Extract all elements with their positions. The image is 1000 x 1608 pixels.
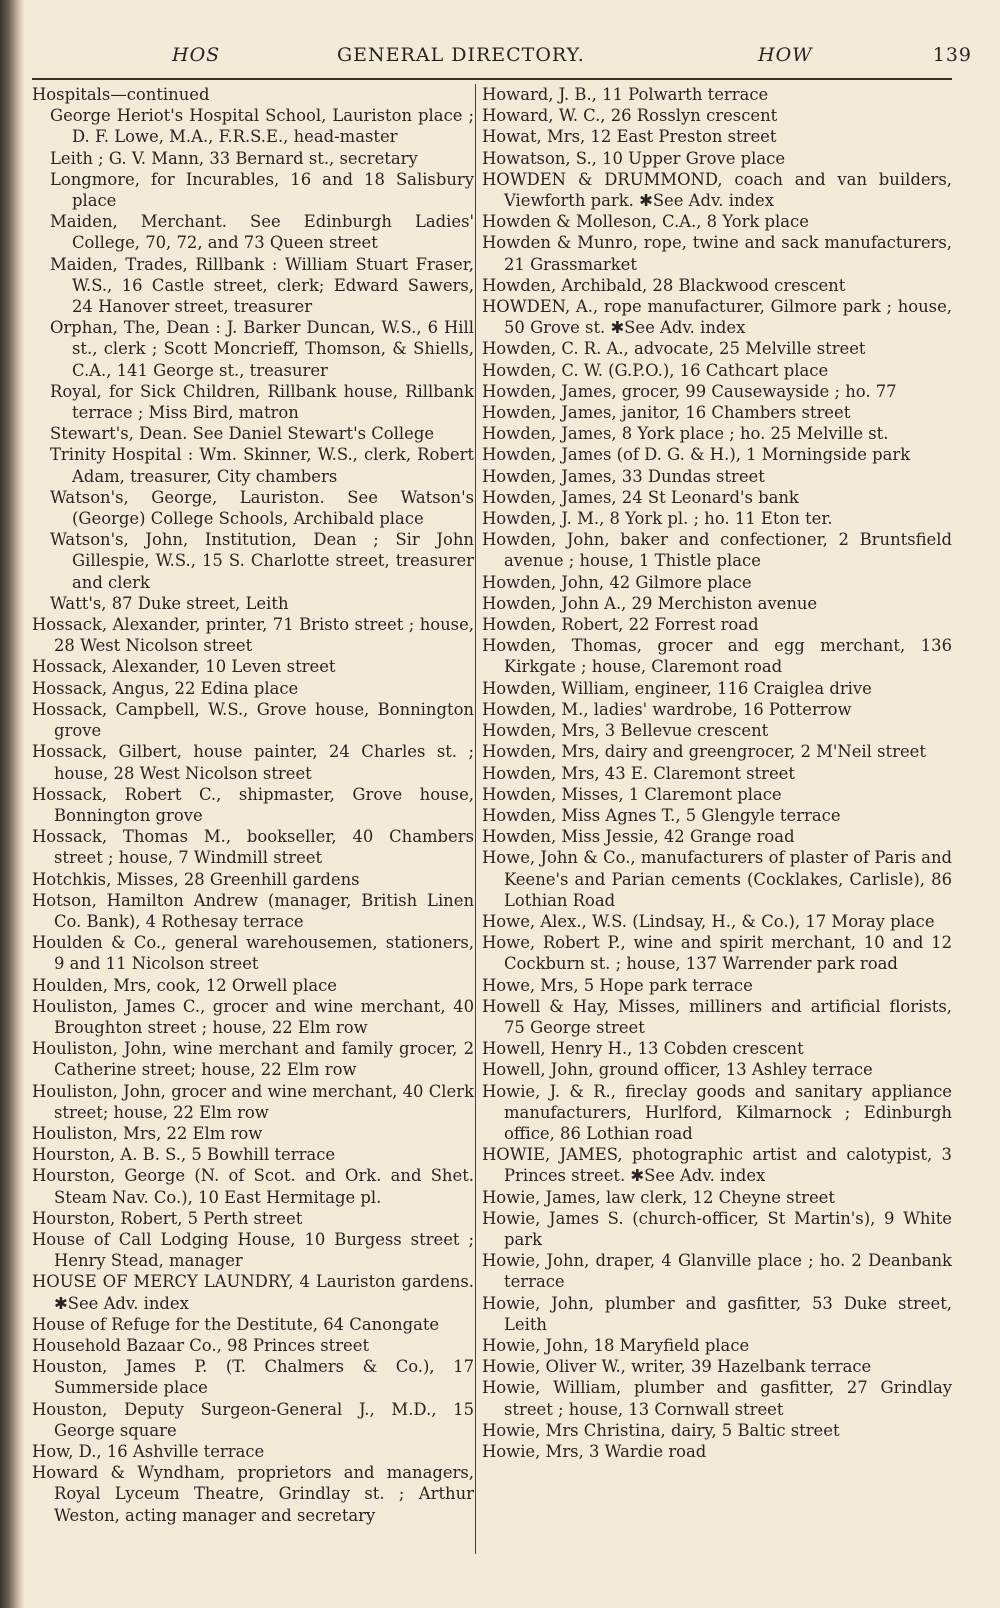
directory-entry: George Heriot's Hospital School, Lauriston place ; D. F. Lowe, M.A., F.R.S.E., head-master — [50, 106, 474, 147]
directory-entry: Howatson, S., 10 Upper Grove place — [482, 148, 786, 168]
directory-entry: Howe, Robert P., wine and spirit merchant, 10 and 12 Cockburn st. ; house, 137 Warrender park road — [482, 933, 952, 974]
directory-entry: Howden, Mrs, 43 E. Claremont street — [482, 763, 795, 783]
directory-entry: Houston, James P. (T. Chalmers & Co.), 17 Summerside place — [32, 1357, 474, 1398]
directory-entry: Howden, Miss Jessie, 42 Grange road — [482, 827, 795, 847]
directory-entry: Houston, Deputy Surgeon-General J., M.D., 15 George square — [32, 1399, 474, 1440]
directory-entry: Howden, Mrs, dairy and greengrocer, 2 M'Neil street — [482, 742, 926, 762]
directory-entry: Howie, James, law clerk, 12 Cheyne street — [482, 1187, 835, 1207]
directory-entry: Howden, John A., 29 Merchiston avenue — [482, 593, 818, 613]
directory-entry: Howie, Oliver W., writer, 39 Hazelbank terrace — [482, 1357, 872, 1377]
page-number: 139 — [932, 44, 972, 66]
directory-entry: Howell & Hay, Misses, milliners and artificial florists, 75 George street — [482, 996, 952, 1037]
directory-entry: Howden, C. R. A., advocate, 25 Melville street — [482, 339, 866, 359]
directory-entry: Howden, Mrs, 3 Bellevue crescent — [482, 721, 769, 741]
directory-entry: Howden, James, 33 Dundas street — [482, 466, 765, 486]
directory-entry: Howell, Henry H., 13 Cobden crescent — [482, 1039, 804, 1059]
directory-entry: Houlden, Mrs, cook, 12 Orwell place — [32, 975, 337, 995]
directory-entry: Hotchkis, Misses, 28 Greenhill gardens — [32, 869, 360, 889]
directory-entry: Leith ; G. V. Mann, 33 Bernard st., secretary — [50, 148, 418, 168]
directory-entry: Watt's, 87 Duke street, Leith — [50, 593, 289, 613]
book-binding-shadow — [0, 0, 24, 1608]
directory-entry: Maiden, Merchant. See Edinburgh Ladies' College, 70, 72, and 73 Queen street — [50, 212, 474, 253]
directory-entry: Hourston, Robert, 5 Perth street — [32, 1208, 303, 1228]
directory-entry: Howie, Mrs Christina, dairy, 5 Baltic street — [482, 1420, 840, 1440]
directory-entry: Watson's, George, Lauriston. See Watson's (George) College Schools, Archibald place — [50, 487, 474, 529]
directory-entry: Howden, Thomas, grocer and egg merchant, 136 Kirkgate ; house, Claremont road — [482, 636, 952, 677]
directory-entry: HOWDEN & DRUMMOND, coach and van builders, Viewforth park. ✱See Adv. index — [482, 169, 952, 211]
directory-entry: Howe, John & Co., manufacturers of plaster of Paris and Keene's and Parian cements (Cocklakes, Carlisle), 86 Lothian Road — [482, 848, 952, 910]
directory-entry: Howden, John, 42 Gilmore place — [482, 572, 752, 592]
directory-entry: House of Refuge for the Destitute, 64 Canongate — [32, 1314, 440, 1334]
directory-entry: Howden, James, janitor, 16 Chambers street — [482, 403, 851, 423]
directory-entry: Maiden, Trades, Rillbank : William Stuart Fraser, W.S., 16 Castle street, clerk; Edward Sawers, 24 Hanover street, treasurer — [50, 254, 474, 317]
directory-entry: Hourston, A. B. S., 5 Bowhill terrace — [32, 1145, 336, 1165]
directory-page — [24, 0, 1000, 1608]
directory-entry: Howard, J. B., 11 Polwarth terrace — [482, 85, 769, 104]
directory-entry: Longmore, for Incurables, 16 and 18 Salisbury place — [50, 169, 474, 211]
directory-entry: Household Bazaar Co., 98 Princes street — [32, 1335, 370, 1355]
directory-entry: Howard & Wyndham, proprietors and managers, Royal Lyceum Theatre, Grindlay st. ; Arthur Weston, acting manager and secretary — [32, 1463, 474, 1525]
directory-entry: Hossack, Angus, 22 Edina place — [32, 678, 299, 698]
directory-entry: How, D., 16 Ashville terrace — [32, 1442, 265, 1461]
directory-entry: Howe, Mrs, 5 Hope park terrace — [482, 975, 753, 995]
directory-entry: Howie, J. & R., fireclay goods and sanitary appliance manufacturers, Hurlford, Kilmarnock ; Edinburgh office, 86 Lothian road — [482, 1081, 952, 1143]
directory-entry: HOUSE OF MERCY LAUNDRY, 4 Lauriston gardens. ✱See Adv. index — [32, 1272, 474, 1313]
directory-entry: Howe, Alex., W.S. (Lindsay, H., & Co.), 17 Moray place — [482, 911, 935, 931]
directory-entry: Stewart's, Dean. See Daniel Stewart's College — [50, 424, 435, 444]
directory-entry: Howard, W. C., 26 Rosslyn crescent — [482, 106, 778, 126]
section-heading: Hospitals—continued — [32, 85, 210, 104]
directory-entry: Hossack, Alexander, printer, 71 Bristo street ; house, 28 West Nicolson street — [32, 615, 474, 656]
directory-entry: Houliston, Mrs, 22 Elm row — [32, 1123, 263, 1143]
directory-entry: Howden & Munro, rope, twine and sack manufacturers, 21 Grassmarket — [482, 233, 952, 274]
directory-entry: Hossack, Thomas M., bookseller, 40 Chambers street ; house, 7 Windmill street — [32, 827, 474, 868]
directory-entry: Howden, Archibald, 28 Blackwood crescent — [482, 275, 846, 295]
header-rule — [32, 78, 952, 80]
directory-entry: Howden, Robert, 22 Forrest road — [482, 615, 759, 635]
directory-entry: Hossack, Campbell, W.S., Grove house, Bonnington grove — [32, 699, 474, 741]
directory-entry: Howell, John, ground officer, 13 Ashley terrace — [482, 1060, 873, 1080]
directory-entry: Hossack, Alexander, 10 Leven street — [32, 657, 336, 677]
directory-entry: HOWIE, JAMES, photographic artist and calotypist, 3 Princes street. ✱See Adv. index — [482, 1145, 952, 1186]
directory-entry: Howie, James S. (church-officer, St Martin's), 9 White park — [482, 1208, 952, 1249]
directory-entry: Trinity Hospital : Wm. Skinner, W.S., clerk, Robert Adam, treasurer, City chambers — [50, 445, 474, 486]
directory-entry: Howie, William, plumber and gasfitter, 27 Grindlay street ; house, 13 Cornwall street — [482, 1378, 952, 1419]
directory-entry: Houliston, James C., grocer and wine merchant, 40 Broughton street ; house, 22 Elm row — [32, 996, 474, 1037]
directory-entry: Houliston, John, grocer and wine merchant, 40 Clerk street; house, 22 Elm row — [32, 1081, 474, 1122]
right-column — [482, 84, 952, 1462]
directory-entry: Royal, for Sick Children, Rillbank house, Rillbank terrace ; Miss Bird, matron — [50, 381, 474, 423]
directory-entry: Howden, J. M., 8 York pl. ; ho. 11 Eton ter. — [482, 509, 833, 529]
running-header — [172, 44, 972, 74]
directory-entry: Houliston, John, wine merchant and family grocer, 2 Catherine street; house, 22 Elm row — [32, 1039, 474, 1080]
directory-entry: Hossack, Robert C., shipmaster, Grove house, Bonnington grove — [32, 784, 474, 825]
directory-entry: Howden, James, 24 St Leonard's bank — [482, 487, 799, 507]
directory-entry: Watson's, John, Institution, Dean ; Sir John Gillespie, W.S., 15 S. Charlotte street, treasurer and clerk — [50, 530, 474, 592]
header-left-guide-word: HOS — [172, 44, 221, 66]
directory-entry: Howden, Miss Agnes T., 5 Glengyle terrace — [482, 805, 841, 825]
column-divider — [475, 84, 476, 1554]
directory-entry: Houlden & Co., general warehousemen, stationers, 9 and 11 Nicolson street — [32, 933, 474, 974]
directory-entry: HOWDEN, A., rope manufacturer, Gilmore park ; house, 50 Grove st. ✱See Adv. index — [482, 297, 952, 338]
header-title: GENERAL DIRECTORY. — [337, 44, 585, 66]
directory-entry: Hourston, George (N. of Scot. and Ork. and Shet. Steam Nav. Co.), 10 East Hermitage pl. — [32, 1166, 474, 1207]
directory-entry: Orphan, The, Dean : J. Barker Duncan, W.S., 6 Hill st., clerk ; Scott Moncrieff, Thomson, & Shiells, C.A., 141 George st., treasurer — [50, 318, 474, 380]
left-column — [32, 84, 474, 1526]
directory-entry: Howden, James, 8 York place ; ho. 25 Melville st. — [482, 424, 889, 444]
directory-entry: Hossack, Gilbert, house painter, 24 Charles st. ; house, 28 West Nicolson street — [32, 742, 474, 783]
directory-entry: Howden, John, baker and confectioner, 2 Bruntsfield avenue ; house, 1 Thistle place — [482, 530, 952, 571]
directory-entry: Howden, William, engineer, 116 Craiglea drive — [482, 678, 872, 698]
directory-entry: Howden, James (of D. G. & H.), 1 Morningside park — [482, 445, 911, 465]
directory-entry: Howie, Mrs, 3 Wardie road — [482, 1442, 707, 1461]
directory-entry: House of Call Lodging House, 10 Burgess street ; Henry Stead, manager — [32, 1229, 474, 1271]
directory-entry: Howden, M., ladies' wardrobe, 16 Potterrow — [482, 699, 852, 719]
directory-entry: Howden, James, grocer, 99 Causewayside ; ho. 77 — [482, 381, 897, 401]
header-right-guide-word: HOW — [758, 44, 813, 66]
directory-entry: Howden, Misses, 1 Claremont place — [482, 784, 782, 804]
directory-entry: Howie, John, draper, 4 Glanville place ; ho. 2 Deanbank terrace — [482, 1251, 952, 1292]
directory-entry: Howden & Molleson, C.A., 8 York place — [482, 212, 809, 232]
directory-entry: Howie, John, plumber and gasfitter, 53 Duke street, Leith — [482, 1293, 952, 1334]
directory-entry: Howden, C. W. (G.P.O.), 16 Cathcart place — [482, 360, 829, 380]
directory-entry: Howie, John, 18 Maryfield place — [482, 1335, 750, 1355]
directory-entry: Hotson, Hamilton Andrew (manager, British Linen Co. Bank), 4 Rothesay terrace — [32, 890, 474, 931]
directory-entry: Howat, Mrs, 12 East Preston street — [482, 127, 777, 147]
